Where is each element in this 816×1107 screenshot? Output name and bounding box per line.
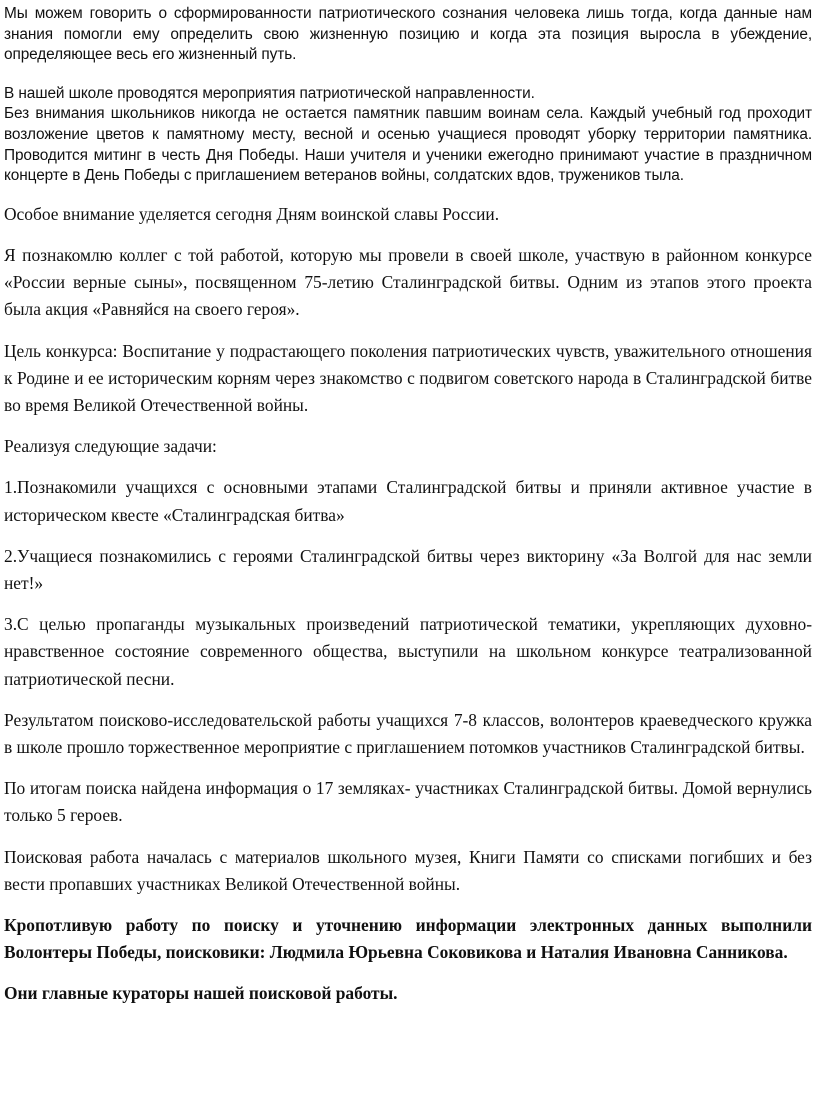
curators-paragraph: Они главные кураторы нашей поисковой работы. [4,983,398,1004]
volunteers-paragraph: Кропотливую работу по поиску и уточнению информации электронных данных выполнили Волонтеры Победы, поисковики: Людмила Юрьевна Соковикова и Наталия Ивановна Санникова. [4,915,812,963]
task-item-2: 2.Учащиеся познакомились с героями Сталинградской битвы через викторину «За Волгой для нас земли нет!» [4,545,812,593]
military-glory-paragraph: Особое внимание уделяется сегодня Дням воинской славы России. [4,203,500,224]
research-result-paragraph: Результатом поисково-исследовательской работы учащихся 7-8 классов, волонтеров краеведческого кружка в школе прошло торжественное мероприятие с приглашением потомков участников Сталинградской битвы. [4,709,812,757]
tasks-heading: Реализуя следующие задачи: [4,436,217,457]
intro-paragraph: Мы можем говорить о сформированности патриотического сознания человека лишь тогда, когда данные нам знания помогли ему определить свою жизненную позицию и когда эта позиция выросла в убеждение, определяющее весь его жизненный путь. [4,5,812,64]
contest-intro-paragraph: Я познакомлю коллег с той работой, которую мы провели в своей школе, участвую в районном конкурсе «России верные сыны», посвященном 75-летию Сталинградской битвы. Одним из этапов этого проекта была акция «Равняйся на своего героя». [4,244,812,320]
search-work-paragraph: Поисковая работа началась с материалов школьного музея, Книги Памяти со списками погибших и без вести пропавших участниках Великой Отечественной войны. [4,846,812,894]
task-item-3: 3.С целью пропаганды музыкальных произведений патриотической тематики, укрепляющих духовно-нравственное состояние современного общества, выступили на школьном конкурсе театрализованной патриотической песни. [4,614,812,689]
school-events-heading: В нашей школе проводятся мероприятия патриотической направленности. [4,84,535,102]
task-item-1: 1.Познакомили учащихся с основными этапами Сталинградской битвы и приняли активное участие в историческом квесте «Сталинградская битва» [4,477,812,525]
contest-goal-paragraph: Цель конкурса: Воспитание у подрастающего поколения патриотических чувств, уважительного отношения к Родине и ее историческим корням через знакомство с подвигом советского народа в Сталинградской битве во время Великой Отечественной войны. [4,340,812,415]
monument-paragraph: Без внимания школьников никогда не остается памятник павшим воинам села. Каждый учебный год проходит возложение цветов к памятному месту, весной и осенью учащиеся проводят уборку территории памятника. Проводится митинг в честь Дня Победы. Наши учителя и ученики ежегодно принимают участие в праздничном концерте в День Победы с приглашением ветеранов войны, солдатских вдов, тружеников тыла. [4,105,812,185]
search-results-paragraph: По итогам поиска найдена информация о 17 земляках- участниках Сталинградской битвы. Домой вернулись только 5 героев. [4,778,812,826]
